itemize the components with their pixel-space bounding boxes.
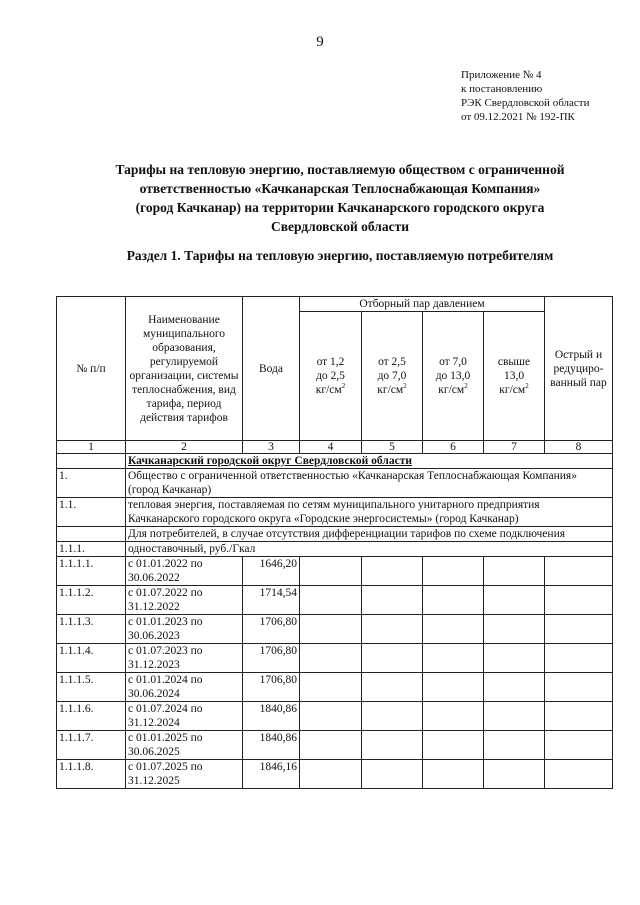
row-empty-cell (362, 557, 423, 586)
table-row (57, 673, 613, 702)
row-period: с 01.07.2024 по 31.12.2024 (126, 702, 243, 731)
table-row (57, 557, 613, 586)
org-name: Общество с ограниченной ответственностью «Качканарская Теплоснабжающая Компания» (город Качканар) (126, 469, 613, 498)
appendix-line: РЭК Свердловской области (461, 97, 590, 109)
tariff-table (56, 296, 613, 789)
row-num: 1.1.1.3. (57, 615, 126, 644)
row-num: 1.1.1.2. (57, 586, 126, 615)
row-empty-cell (423, 673, 484, 702)
header-pressure-2 (362, 312, 423, 441)
header-pressure-3 (423, 312, 484, 441)
row-num: 1.1.1.5. (57, 673, 126, 702)
row-period: с 01.01.2025 по 30.06.2025 (126, 731, 243, 760)
row-empty-cell (484, 760, 545, 789)
appendix-line: к постановлению (461, 83, 543, 95)
unit-sup: 2 (525, 382, 529, 391)
title-line: (город Качканар) на территории Качканарского городского округа (135, 200, 545, 215)
header-unit (302, 383, 359, 397)
row-period: с 01.07.2025 по 31.12.2025 (126, 760, 243, 789)
appendix-line: Приложение № 4 (461, 69, 542, 81)
row-period: с 01.01.2022 по 30.06.2022 (126, 557, 243, 586)
col-number: 1 (57, 441, 126, 454)
row-empty-cell (362, 615, 423, 644)
row-num: 1.1.1.4. (57, 644, 126, 673)
row-period: с 01.01.2024 по 30.06.2024 (126, 673, 243, 702)
header-sharp-steam: Острый и редуциро-ванный пар (545, 297, 613, 441)
row-empty-cell (300, 731, 362, 760)
header-unit (425, 383, 481, 397)
row-empty-cell (484, 615, 545, 644)
row-water-value: 1840,86 (243, 731, 300, 760)
row-water-value: 1846,16 (243, 760, 300, 789)
row-empty-cell (300, 615, 362, 644)
table-row (57, 702, 613, 731)
row-empty-cell (423, 731, 484, 760)
row-empty-cell (484, 731, 545, 760)
region-name: Качканарский городской округ Свердловской области (126, 454, 613, 469)
consumers-num-cell (57, 527, 126, 542)
col-number: 5 (362, 441, 423, 454)
row-num: 1.1.1.6. (57, 702, 126, 731)
row-period: с 01.07.2022 по 31.12.2022 (126, 586, 243, 615)
row-water-value: 1706,80 (243, 615, 300, 644)
row-empty-cell (545, 702, 613, 731)
org-num: 1. (57, 469, 126, 498)
header-pressure-1 (300, 312, 362, 441)
row-water-value: 1706,80 (243, 673, 300, 702)
header-unit (364, 383, 420, 397)
row-empty-cell (300, 673, 362, 702)
row-empty-cell (362, 760, 423, 789)
row-water-value: 1706,80 (243, 644, 300, 673)
header-name: Наименование муниципального образования, регулируемой организации, системы теплоснабжения, вид тарифа, период действия тарифов (126, 297, 243, 441)
row-water-value: 1840,86 (243, 702, 300, 731)
consumers-text: Для потребителей, в случае отсутствия дифференциации тарифов по схеме подключения (126, 527, 613, 542)
row-empty-cell (545, 586, 613, 615)
header-steam-group: Отборный пар давлением (300, 297, 545, 312)
row-num: 1.1.1.8. (57, 760, 126, 789)
table-row (57, 586, 613, 615)
header-num: № п/п (57, 297, 126, 441)
row-empty-cell (300, 557, 362, 586)
table-row (57, 615, 613, 644)
title-line: Тарифы на тепловую энергию, поставляемую обществом с ограниченной (115, 162, 565, 177)
row-period: с 01.01.2023 по 30.06.2023 (126, 615, 243, 644)
header-text: от 1,2 (316, 356, 345, 368)
unit-sup: 2 (464, 382, 468, 391)
col-number: 3 (243, 441, 300, 454)
row-empty-cell (362, 673, 423, 702)
unit-text: кг/см (315, 384, 342, 396)
row-empty-cell (300, 644, 362, 673)
row-empty-cell (545, 557, 613, 586)
row-empty-cell (423, 557, 484, 586)
appendix-block (461, 68, 589, 124)
row-empty-cell (545, 615, 613, 644)
row-num: 1.1.1.1. (57, 557, 126, 586)
row-empty-cell (423, 760, 484, 789)
row-empty-cell (423, 615, 484, 644)
sub-name: тепловая энергия, поставляемая по сетям муниципального унитарного предприятия Качканарского городского округа «Городские энергосистемы» (город Качканар) (126, 498, 613, 527)
unit-sup: 2 (341, 382, 346, 391)
row-empty-cell (484, 644, 545, 673)
header-unit (486, 383, 542, 397)
header-text: от 2,5 (378, 356, 406, 368)
appendix-line: от 09.12.2021 № 192-ПК (461, 111, 575, 123)
row-empty-cell (362, 644, 423, 673)
header-text: 13,0 (503, 370, 525, 382)
col-number: 8 (545, 441, 613, 454)
col-number: 4 (300, 441, 362, 454)
row-empty-cell (300, 702, 362, 731)
header-text: свыше (497, 356, 531, 368)
row-empty-cell (423, 702, 484, 731)
unit-text: кг/см (499, 384, 526, 396)
row-empty-cell (300, 586, 362, 615)
unit-text: кг/см (377, 384, 404, 396)
header-text: до 2,5 (316, 370, 345, 382)
col-number: 7 (484, 441, 545, 454)
header-text: от 7,0 (439, 356, 467, 368)
row-empty-cell (484, 702, 545, 731)
table-row (57, 731, 613, 760)
page-number: 9 (316, 34, 324, 50)
header-text: до 7,0 (377, 370, 407, 382)
row-empty-cell (545, 673, 613, 702)
tariff-num: 1.1.1. (57, 542, 126, 557)
row-empty-cell (362, 702, 423, 731)
header-pressure-4 (484, 312, 545, 441)
title-line: ответственностью «Качканарская Теплоснабжающая Компания» (139, 181, 541, 196)
row-empty-cell (362, 586, 423, 615)
row-empty-cell (362, 731, 423, 760)
table-row (57, 760, 613, 789)
title-line: Свердловской области (270, 219, 410, 234)
table-row (57, 644, 613, 673)
section-title: Раздел 1. Тарифы на тепловую энергию, поставляемую потребителям (126, 248, 554, 263)
tariff-type: одноставочный, руб./Гкал (126, 542, 613, 557)
row-empty-cell (300, 760, 362, 789)
unit-sup: 2 (403, 382, 407, 391)
document-title (70, 160, 610, 236)
row-num: 1.1.1.7. (57, 731, 126, 760)
unit-text: кг/см (438, 384, 465, 396)
col-number: 6 (423, 441, 484, 454)
row-empty-cell (484, 586, 545, 615)
row-empty-cell (545, 731, 613, 760)
col-number: 2 (126, 441, 243, 454)
row-water-value: 1646,20 (243, 557, 300, 586)
row-empty-cell (484, 557, 545, 586)
row-empty-cell (545, 760, 613, 789)
header-water: Вода (243, 297, 300, 441)
header-text: до 13,0 (435, 370, 471, 382)
row-empty-cell (484, 673, 545, 702)
sub-num: 1.1. (57, 498, 126, 527)
row-empty-cell (545, 644, 613, 673)
region-num-cell (57, 454, 126, 469)
row-empty-cell (423, 586, 484, 615)
row-water-value: 1714,54 (243, 586, 300, 615)
row-empty-cell (423, 644, 484, 673)
row-period: с 01.07.2023 по 31.12.2023 (126, 644, 243, 673)
